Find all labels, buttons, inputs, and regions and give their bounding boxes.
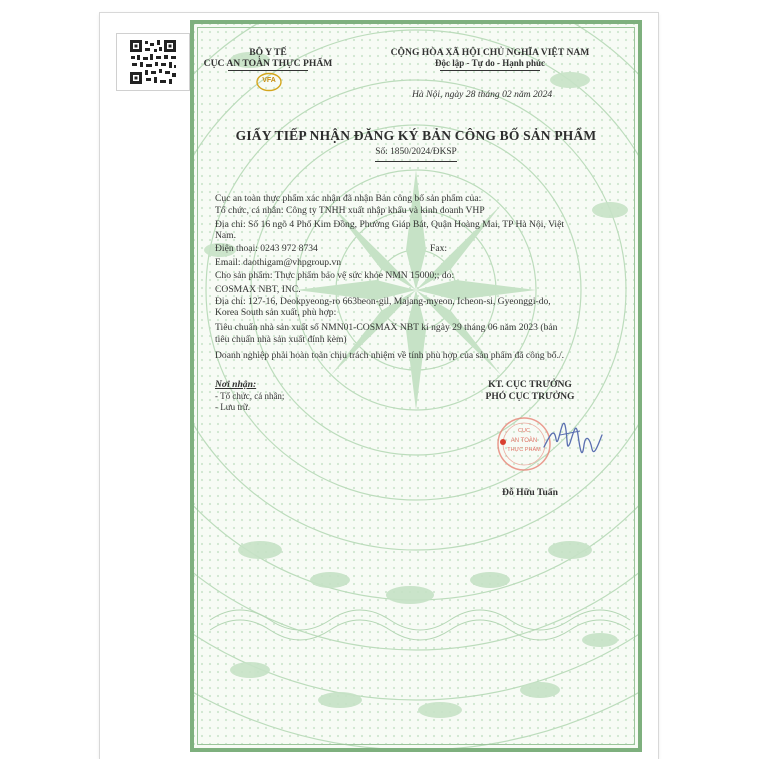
seal-text-line2: AN TOÀN xyxy=(510,438,538,444)
ministry-name: BỘ Y TẾ xyxy=(249,47,287,58)
place-date: Hà Nội, ngày 28 tháng 02 năm 2024 xyxy=(412,89,553,100)
document-number: Số: 1850/2024/ĐKSP xyxy=(375,147,457,157)
republic-name: CỘNG HÒA XÃ HỘI CHỦ NGHĨA VIỆT NAM xyxy=(390,47,590,58)
body-product: Cho sản phẩm: Thực phẩm bảo vệ sức khỏe NMN 15000;; do: xyxy=(215,270,455,281)
body-address-line1: Địa chỉ: Số 16 ngõ 4 Phố Kim Đồng, Phường Giáp Bát, Quận Hoàng Mai, TP Hà Nội, Việt xyxy=(215,219,565,230)
body-organization: Tổ chức, cá nhân: Công ty TNHH xuất nhập khẩu và kinh doanh VHP xyxy=(215,205,485,216)
document-title: GIẤY TIẾP NHẬN ĐĂNG KÝ BẢN CÔNG BỐ SẢN PHẨM xyxy=(235,128,597,143)
qr-code-icon xyxy=(128,38,178,86)
recipient-item: - Lưu trữ. xyxy=(215,402,250,412)
recipients-heading: Nơi nhận: xyxy=(215,379,257,390)
qr-code xyxy=(116,33,190,91)
handwritten-signature-icon xyxy=(540,405,610,465)
department-name: CỤC AN TOÀN THỰC PHẨM xyxy=(203,58,333,69)
body-email: Email: daothigam@vhpgroup.vn xyxy=(215,257,342,268)
body-responsibility: Doanh nghiệp phải hoàn toàn chịu trách nhiệm về tính phù hợp của sản phẩm đã công bố./. xyxy=(215,350,565,361)
recipient-item: - Tổ chức, cá nhân; xyxy=(215,391,285,401)
seal-text-line3: THỰC PHẨM xyxy=(507,447,541,453)
body-standard-line2: tiêu chuẩn nhà sản xuất đính kèm) xyxy=(215,334,347,345)
body-address-line2: Nam. xyxy=(215,230,237,241)
body-mfr-address-line1: Địa chỉ: 127-16, Deokpyeong-ro 663beon-gil, Majang-myeon, Icheon-si, Gyeonggi-do, xyxy=(215,296,551,307)
national-motto: Độc lập - Tự do - Hạnh phúc xyxy=(434,58,545,68)
body-manufacturer: COSMAX NBT, INC. xyxy=(215,284,301,295)
body-intro: Cục an toàn thực phẩm xác nhận đã nhận Bản công bố sản phẩm của: xyxy=(215,193,482,204)
body-fax: Fax: xyxy=(430,243,448,254)
header-divider-right xyxy=(440,70,540,71)
title-divider xyxy=(375,161,457,162)
body-mfr-address-line2: Korea South sản xuất, phù hợp: xyxy=(215,307,337,318)
signature-title-line1: KT. CỤC TRƯỞNG xyxy=(488,379,572,390)
body-standard-line1: Tiêu chuẩn nhà sản xuất số NMN01-COSMAX NBT kí ngày 29 tháng 06 năm 2023 (bản xyxy=(215,322,558,333)
header-divider-left xyxy=(228,70,308,71)
vfa-logo xyxy=(256,72,282,92)
seal-text-line1: CỤC xyxy=(518,428,530,434)
body-phone: Điện thoại: 0243 972 8734 xyxy=(215,243,318,254)
vfa-logo-text: VFA xyxy=(262,77,276,84)
signature-title-line2: PHÓ CỤC TRƯỞNG xyxy=(485,391,575,402)
signer-name: Đỗ Hữu Tuấn xyxy=(502,487,558,498)
